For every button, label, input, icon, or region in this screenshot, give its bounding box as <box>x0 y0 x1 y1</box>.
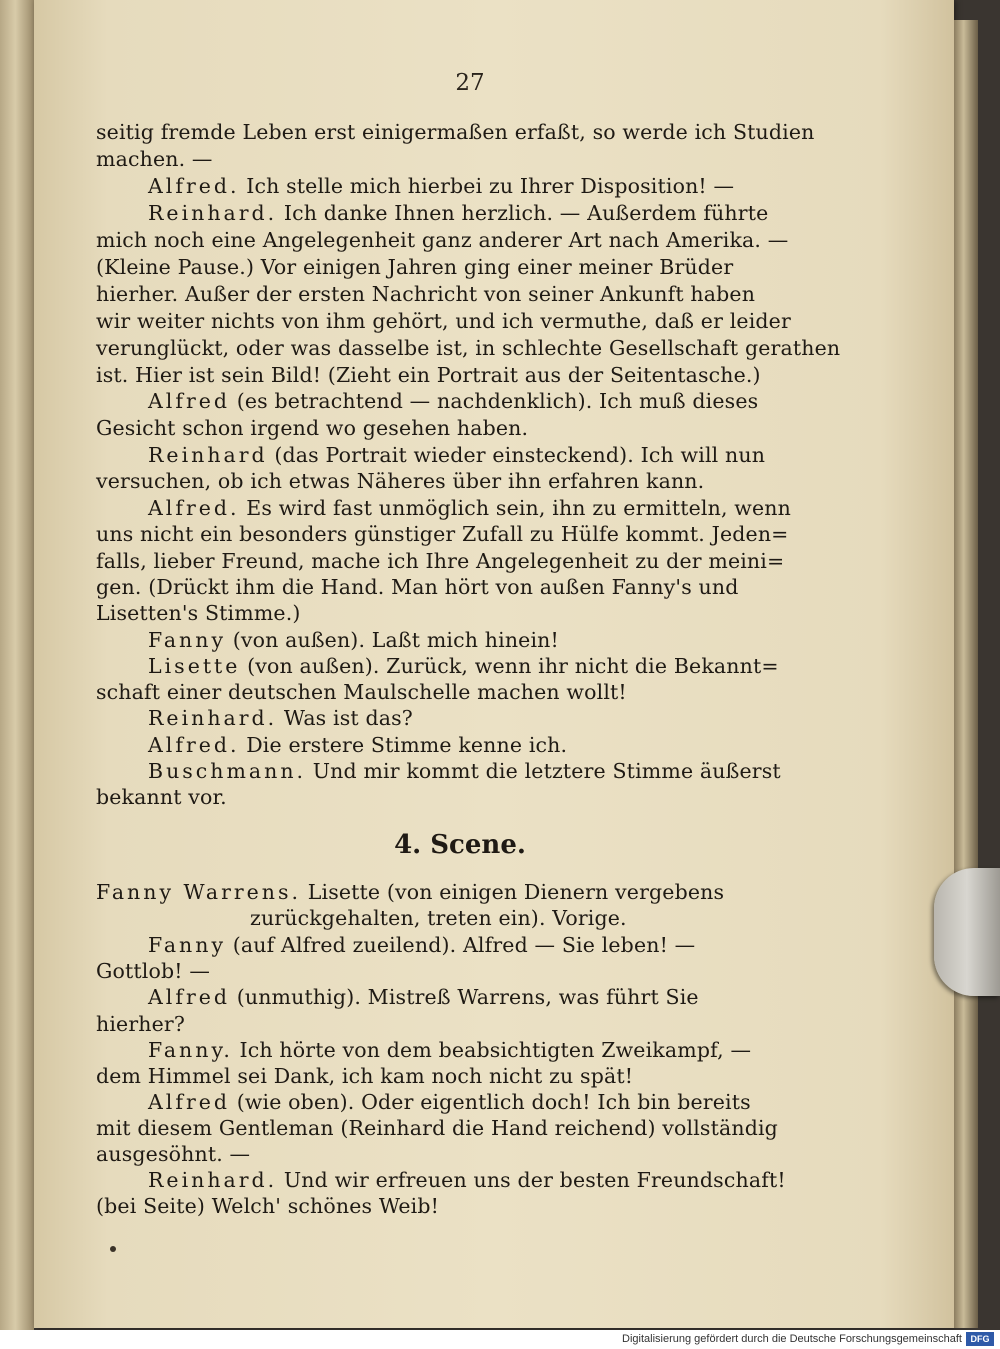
text-line: Alfred (es betrachtend — nachdenklich). Ich muß dieses <box>148 389 759 413</box>
text-line: machen. — <box>96 147 213 171</box>
text-line: Reinhard. Und wir erfreuen uns der besten Freundschaft! <box>148 1168 786 1192</box>
book-spine-edge <box>0 0 34 1330</box>
speaker-name: Fanny Warrens. <box>96 880 302 904</box>
text-line: ist. Hier ist sein Bild! (Zieht ein Portrait aus der Seitentasche.) <box>96 363 761 387</box>
text-line: Gottlob! — <box>96 959 210 983</box>
speaker-name: Alfred <box>148 985 231 1009</box>
speaker-name: Alfred. <box>148 496 240 520</box>
footer-credit: Digitalisierung gefördert durch die Deutsche Forschungsgemeinschaft <box>622 1333 962 1345</box>
text-line: falls, lieber Freund, mache ich Ihre Angelegenheit zu der meini= <box>96 549 785 573</box>
text-line: Buschmann. Und mir kommt die letztere Stimme äußerst <box>148 759 781 783</box>
text-line: uns nicht ein besonders günstiger Zufall zu Hülfe kommt. Jeden= <box>96 522 789 546</box>
text-line: Fanny. Ich hörte von dem beabsichtigten Zweikampf, — <box>148 1038 752 1062</box>
text-line: Reinhard (das Portrait wieder einsteckend). Ich will nun <box>148 443 766 467</box>
text-line: versuchen, ob ich etwas Näheres über ihn erfahren kann. <box>96 469 705 493</box>
scene-heading: 4. Scene. <box>394 830 526 860</box>
text-line: schaft einer deutschen Maulschelle machen wollt! <box>96 680 627 704</box>
speaker-name: Alfred. <box>148 733 240 757</box>
text-line: ausgesöhnt. — <box>96 1142 251 1166</box>
speaker-name: Reinhard. <box>148 201 278 225</box>
text-line: hierher? <box>96 1012 186 1036</box>
speaker-name: Alfred. <box>148 174 240 198</box>
text-line: Alfred. Die erstere Stimme kenne ich. <box>148 733 568 757</box>
text-line: Fanny (von außen). Laßt mich hinein! <box>148 628 559 652</box>
ink-dot <box>110 1246 116 1252</box>
dfg-logo: DFG <box>966 1332 994 1346</box>
book-clip <box>934 868 1000 996</box>
text-line: Alfred (unmuthig). Mistreß Warrens, was führt Sie <box>148 985 699 1009</box>
text-line: gen. (Drückt ihm die Hand. Man hört von außen Fanny's und <box>96 575 739 599</box>
text-line: Reinhard. Was ist das? <box>148 706 413 730</box>
text-line: (bei Seite) Welch' schönes Weib! <box>96 1194 440 1218</box>
text-line: Reinhard. Ich danke Ihnen herzlich. — Außerdem führte <box>148 201 769 225</box>
text-line: hierher. Außer der ersten Nachricht von seiner Ankunft haben <box>96 282 756 306</box>
text-line: Alfred. Ich stelle mich hierbei zu Ihrer Disposition! — <box>148 174 735 198</box>
speaker-name: Fanny <box>148 628 227 652</box>
text-line: verunglückt, oder was dasselbe ist, in schlechte Gesellschaft gerathen <box>96 336 841 360</box>
speaker-name: Alfred <box>148 389 231 413</box>
text-line: Fanny (auf Alfred zueilend). Alfred — Sie leben! — <box>148 933 696 957</box>
speaker-name: Lisette <box>148 654 241 678</box>
text-line: seitig fremde Leben erst einigermaßen erfaßt, so werde ich Studien <box>96 120 815 144</box>
speaker-name: Fanny. <box>148 1038 233 1062</box>
text-line: Alfred. Es wird fast unmöglich sein, ihn zu ermitteln, wenn <box>148 496 791 520</box>
text-line: mich noch eine Angelegenheit ganz anderer Art nach Amerika. — <box>96 228 789 252</box>
text-line: Lisette (von außen). Zurück, wenn ihr nicht die Bekannt= <box>148 654 779 678</box>
speaker-name: Reinhard. <box>148 1168 278 1192</box>
text-line: Gesicht schon irgend wo gesehen haben. <box>96 416 529 440</box>
page-number: 27 <box>455 70 485 96</box>
text-line: mit diesem Gentleman (Reinhard die Hand reichend) vollständig <box>96 1116 778 1140</box>
text-line: dem Himmel sei Dank, ich kam noch nicht zu spät! <box>96 1064 634 1088</box>
text-line: Fanny Warrens. Lisette (von einigen Dienern vergebens <box>96 880 725 904</box>
page-stack-edge <box>954 20 978 1328</box>
speaker-name: Buschmann. <box>148 759 307 783</box>
text-line: zurückgehalten, treten ein). Vorige. <box>250 906 627 930</box>
text-line: (Kleine Pause.) Vor einigen Jahren ging einer meiner Brüder <box>96 255 734 279</box>
text-line: Alfred (wie oben). Oder eigentlich doch! Ich bin bereits <box>148 1090 751 1114</box>
speaker-name: Fanny <box>148 933 227 957</box>
text-line: wir weiter nichts von ihm gehört, und ich vermuthe, daß er leider <box>96 309 791 333</box>
speaker-name: Alfred <box>148 1090 231 1114</box>
text-line: bekannt vor. <box>96 785 227 809</box>
speaker-name: Reinhard. <box>148 706 278 730</box>
text-line: Lisetten's Stimme.) <box>96 601 301 625</box>
speaker-name: Reinhard <box>148 443 268 467</box>
